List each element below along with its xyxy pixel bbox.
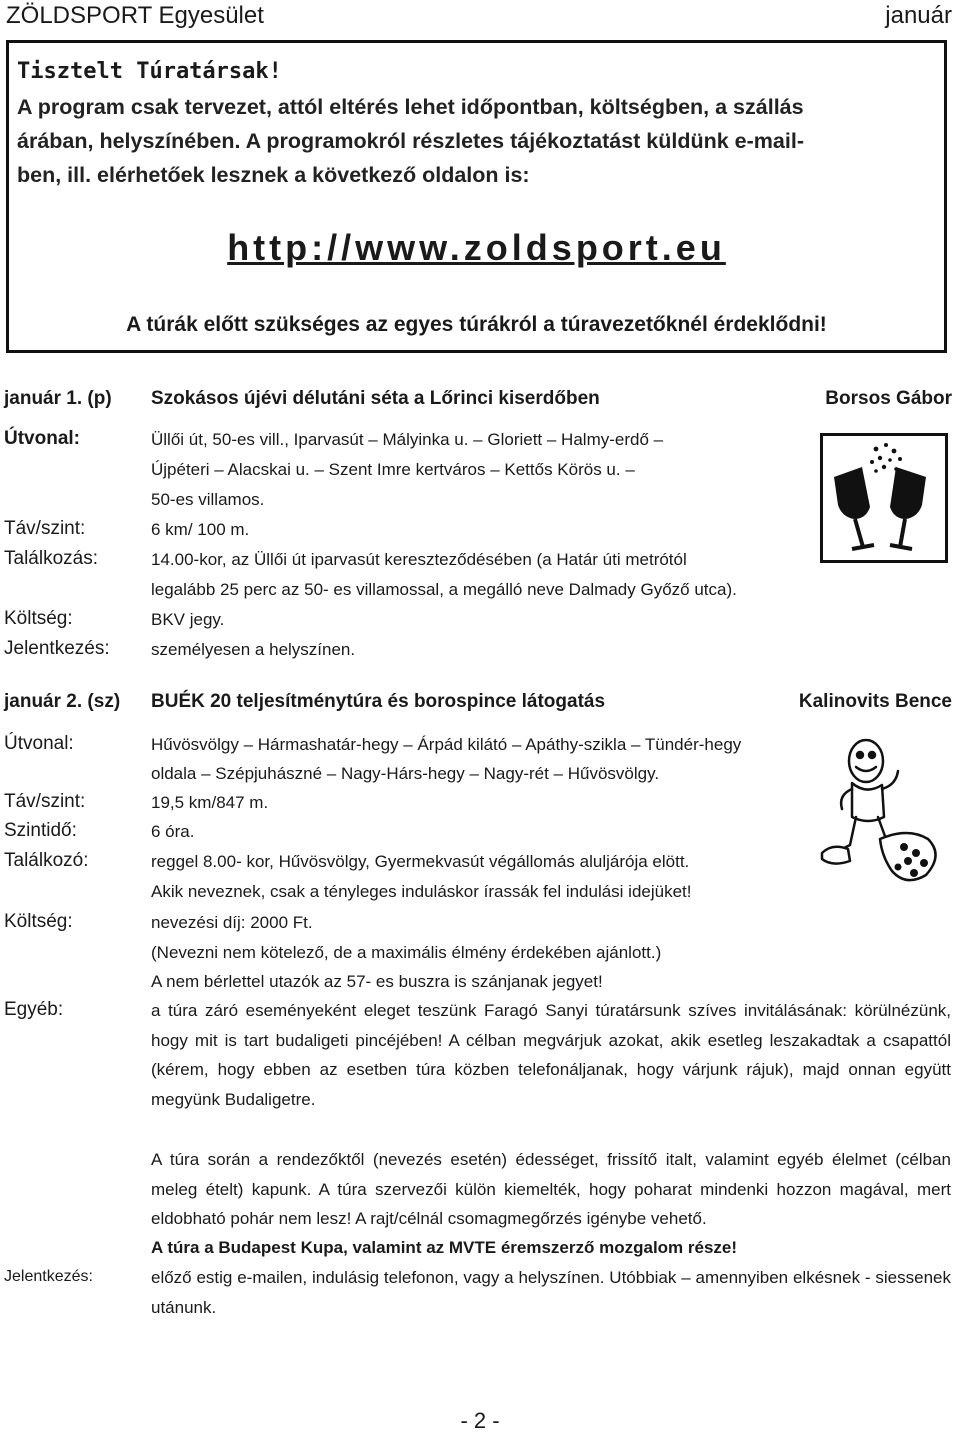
- event2-cost-label: Költség:: [4, 911, 73, 932]
- event2-other-label: Egyéb:: [4, 999, 64, 1020]
- event2-signup-paragraph: előző estig e-mailen, indulásig telefonon, vagy a helyszínen. Utóbbiak – amennyiben elkésnek - siessenek utánunk.: [151, 1268, 951, 1317]
- event2-dist: 19,5 km/847 m.: [151, 793, 269, 812]
- event2-cost-line: (Nevezni nem kötelező, de a maximális élmény érdekében ajánlott.): [151, 943, 662, 962]
- page-number: - 2 -: [460, 1408, 500, 1433]
- event1-route-line: Újpéteri – Alacskai u. – Szent Imre kertváros – Kettős Körös u. –: [151, 460, 635, 479]
- event2-date: január 2. (sz): [4, 691, 121, 712]
- event2-meet-line: Akik neveznek, csak a tényleges induláskor írassák fel indulási idejüket!: [151, 882, 692, 901]
- event1-dist-label: Táv/szint:: [4, 518, 86, 539]
- event1-signup: személyesen a helyszínen.: [151, 640, 356, 659]
- notice-line: árában, helyszínében. A programokról részletes tájékoztatást küldünk e-mail-: [17, 129, 804, 153]
- event2-time: 6 óra.: [151, 822, 195, 841]
- event1-meet-label: Találkozás:: [4, 548, 98, 569]
- event1-leader: Borsos Gábor: [825, 388, 952, 409]
- event2-paragraph: A túra során a rendezőktől (nevezés esetén) édességet, frissítő italt, valamint egyéb élelmet (célban meleg ételt) kapunk. A túra szervezői külön kiemelték, hogy poharat mindenki hozzon magával, mert eldobható pohár nem lesz! A rajt/célnál csomagmegőrzés igénybe vehető.: [151, 1150, 951, 1228]
- event1-date: január 1. (p): [4, 388, 112, 409]
- event2-meet-line: reggel 8.00- kor, Hűvösvölgy, Gyermekvasút végállomás aluljárója elött.: [151, 852, 690, 871]
- event2-leader: Kalinovits Bence: [798, 691, 952, 712]
- event2-signup-label: Jelentkezés:: [4, 1268, 93, 1285]
- event2-route-line: Hűvösvölgy – Hármashatár-hegy – Árpád kilátó – Apáthy-szikla – Tündér-hegy: [151, 735, 742, 754]
- event1-route-line: Üllői út, 50-es vill., Iparvasút – Mályinka u. – Gloriett – Halmy-erdő –: [151, 430, 664, 449]
- hiker-cartoon-icon: [812, 735, 956, 887]
- event2-cost-line: nevezési díj: 2000 Ft.: [151, 913, 313, 932]
- event1-meet-line: 14.00-kor, az Üllői út iparvasút kereszteződésében (a Határ úti metrótól: [151, 550, 687, 569]
- notice-title: Tisztelt Túratársak!: [17, 59, 282, 84]
- event2-cost-line: A nem bérlettel utazók az 57- es buszra is szánjanak jegyet!: [151, 972, 603, 991]
- event2-route-label: Útvonal:: [4, 733, 74, 754]
- event1-title: Szokásos újévi délutáni séta a Lőrinci kiserdőben: [151, 388, 600, 409]
- event1-dist: 6 km/ 100 m.: [151, 520, 250, 539]
- event1-route-label: Útvonal:: [4, 428, 80, 449]
- month-label: január: [885, 2, 952, 29]
- event1-meet-line: legalább 25 perc az 50- es villamossal, a megálló neve Dalmady Győző utca).: [151, 580, 737, 599]
- event2-title: BUÉK 20 teljesítménytúra és borospince látogatás: [151, 691, 606, 712]
- event2-other-paragraph: a túra záró eseményeként eleget teszünk Faragó Sanyi túratársunk szíves invitálásának: körülnézünk, hogy mit is tart budaligeti pincéjében! A célban megvárjuk azokat, akik esetleg leszakadtak a csapattól (kérem, hogy ebben az esetben túra közben telefonáljanak, hogy várjunk rájuk), majd onnan együtt megyünk Budaligetre.: [151, 1001, 951, 1109]
- notice-line: A program csak tervezet, attól eltérés lehet időpontban, költségben, a szállás: [17, 95, 804, 119]
- website-link[interactable]: http://www.zoldsport.eu: [227, 227, 726, 268]
- event1-route-line: 50-es villamos.: [151, 490, 265, 509]
- notice-line: ben, ill. elérhetőek lesznek a következő oldalon is:: [17, 163, 530, 187]
- event2-meet-label: Találkozó:: [4, 850, 89, 871]
- event1-signup-label: Jelentkezés:: [4, 638, 110, 659]
- event2-time-label: Szintidő:: [4, 820, 77, 841]
- champagne-glasses-icon: [820, 433, 948, 563]
- notice-footer: A túrák előtt szükséges az egyes túrákról a túravezetőknél érdeklődni!: [126, 313, 827, 336]
- notice-box: [6, 40, 947, 353]
- event1-cost: BKV jegy.: [151, 610, 225, 629]
- event2-bold-note: A túra a Budapest Kupa, valamint az MVTE éremszerző mozgalom része!: [151, 1238, 738, 1257]
- event1-cost-label: Költség:: [4, 608, 73, 629]
- org-name: ZÖLDSPORT Egyesület: [6, 2, 264, 29]
- event2-route-line: oldala – Szépjuhászné – Nagy-Hárs-hegy – Nagy-rét – Hűvösvölgy.: [151, 764, 660, 783]
- event2-dist-label: Táv/szint:: [4, 791, 86, 812]
